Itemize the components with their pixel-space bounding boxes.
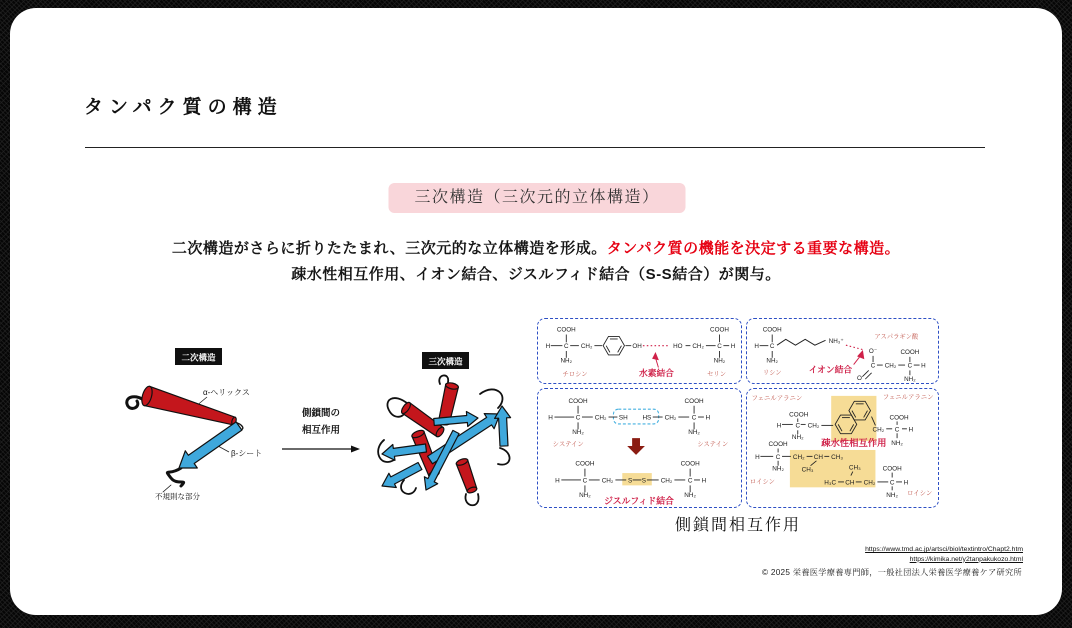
section-badge: 三次構造（三次元的立体構造） (388, 183, 685, 213)
svg-text:NH₂: NH₂ (886, 492, 899, 500)
svg-text:CH₂: CH₂ (872, 426, 885, 434)
source-links (865, 545, 1023, 564)
svg-text:CH₂: CH₂ (580, 343, 593, 351)
svg-text:H: H (545, 343, 551, 351)
svg-text:NH₂: NH₂ (766, 357, 778, 365)
svg-text:COOH: COOH (882, 465, 902, 473)
copyright-text: © 2025 栄養医学療養専門師，一般社団法人栄養医学療養ケア研究所 (761, 568, 1022, 577)
svg-text:NH₂: NH₂ (579, 492, 591, 500)
svg-text:CH₃: CH₃ (801, 466, 814, 474)
svg-text:システイン: システイン (697, 441, 729, 449)
svg-text:疎水性相互作用: 疎水性相互作用 (821, 438, 887, 449)
svg-text:S: S (641, 477, 647, 485)
svg-text:CH₂: CH₂ (664, 414, 677, 422)
svg-text:C: C (769, 343, 775, 351)
svg-text:C: C (691, 414, 697, 422)
disulfide-bond-panel (537, 388, 742, 508)
svg-text:H: H (903, 479, 909, 487)
right-arrow-icon (282, 444, 360, 454)
svg-text:C: C (870, 362, 876, 370)
svg-text:CH₂: CH₂ (601, 477, 614, 485)
svg-text:C: C (687, 477, 693, 485)
svg-text:S: S (628, 477, 633, 485)
svg-text:リシン: リシン (762, 369, 782, 377)
svg-text:CH₂: CH₂ (660, 477, 673, 485)
disulfide-bond-art (538, 389, 741, 507)
transition-arrow-block (281, 405, 361, 454)
svg-text:フェニルアラニン: フェニルアラニン (751, 394, 803, 402)
interaction-panels (537, 318, 939, 508)
tertiary-structure-diagram (368, 342, 523, 514)
svg-text:NH₂: NH₂ (791, 434, 804, 442)
svg-text:ロイシン: ロイシン (907, 490, 933, 498)
source-link-1[interactable]: https://www.tmd.ac.jp/artsci/biol/textintro/Chapt2.htm (865, 546, 1023, 553)
arrow-caption-line1: 側鎖間の (301, 408, 340, 419)
body-line1-black: 二次構造がさらに折りたたまれ、三次元的な立体構造を形成。 (171, 240, 607, 257)
svg-text:α-ヘリックス: α-ヘリックス (203, 388, 250, 397)
svg-text:COOH: COOH (789, 411, 809, 419)
ionic-bond-art (747, 319, 938, 383)
svg-text:C: C (575, 414, 581, 422)
svg-text:三次構造: 三次構造 (428, 356, 463, 367)
svg-text:CH₂: CH₂ (792, 453, 805, 461)
svg-text:C: C (907, 362, 913, 370)
svg-text:COOH: COOH (762, 326, 782, 334)
svg-text:不規則な部分: 不規則な部分 (155, 492, 200, 501)
arrow-caption-line2: 相互作用 (301, 425, 340, 436)
svg-text:H: H (701, 477, 707, 485)
svg-text:ジスルフィド結合: ジスルフィド結合 (604, 496, 674, 507)
svg-text:H: H (908, 426, 914, 434)
svg-text:COOH: COOH (889, 414, 909, 422)
svg-text:二次構造: 二次構造 (181, 352, 216, 363)
svg-text:H: H (548, 414, 553, 422)
svg-text:H: H (754, 343, 759, 351)
svg-text:COOH: COOH (575, 460, 595, 468)
svg-text:H: H (776, 422, 782, 430)
svg-text:セリン: セリン (707, 371, 727, 379)
svg-text:イオン結合: イオン結合 (808, 364, 853, 375)
svg-text:C: C (582, 477, 588, 485)
svg-text:C: C (564, 343, 569, 351)
panels-caption: 側鎖間相互作用 (674, 517, 801, 534)
svg-text:HS: HS (642, 414, 652, 422)
ionic-bond-panel (746, 318, 939, 384)
hydrophobic-interaction-art (747, 389, 938, 507)
svg-text:NH₂: NH₂ (904, 376, 916, 384)
source-link-2[interactable]: https://kimika.net/y2tanpakukozo.html (909, 555, 1023, 563)
svg-text:NH₂: NH₂ (891, 440, 903, 448)
svg-text:COOH: COOH (768, 441, 788, 449)
svg-text:H: H (755, 453, 760, 461)
svg-text:CH₂: CH₂ (594, 414, 607, 422)
body-line2: 疎水性相互作用、イオン結合、ジスルフィド結合（S-S結合）が関与。 (291, 266, 781, 283)
svg-text:CH₃: CH₃ (831, 453, 843, 461)
hydrogen-bond-art (538, 319, 741, 383)
page-title: タンパク質の構造 (84, 97, 283, 118)
svg-text:H₃C: H₃C (824, 479, 837, 487)
svg-text:H: H (730, 343, 736, 351)
svg-text:C: C (717, 343, 722, 351)
title-divider (85, 147, 985, 148)
svg-text:C: C (894, 426, 900, 434)
svg-text:C: C (795, 422, 801, 430)
svg-text:アスパラギン酸: アスパラギン酸 (874, 333, 919, 341)
svg-text:COOH: COOH (556, 326, 576, 334)
svg-text:COOH: COOH (900, 348, 920, 356)
svg-text:NH₂: NH₂ (688, 429, 700, 437)
svg-text:水素結合: 水素結合 (639, 368, 674, 379)
body-text (0, 236, 1072, 288)
svg-text:NH₂: NH₂ (772, 465, 784, 473)
svg-text:NH₂: NH₂ (560, 357, 573, 365)
svg-text:CH₂: CH₂ (692, 343, 704, 351)
svg-text:H: H (555, 477, 560, 485)
svg-text:H: H (705, 414, 711, 422)
svg-text:CH₂: CH₂ (884, 362, 897, 370)
svg-text:HO: HO (673, 343, 683, 351)
hydrogen-bond-panel (537, 318, 742, 384)
body-line1-red: タンパク質の機能を決定する重要な構造。 (606, 240, 901, 257)
svg-text:H: H (921, 362, 926, 370)
svg-text:SH: SH (618, 414, 628, 422)
svg-text:COOH: COOH (684, 397, 704, 405)
svg-text:O: O (857, 375, 862, 383)
svg-text:CH: CH (813, 453, 824, 461)
svg-text:NH₂: NH₂ (572, 429, 584, 437)
svg-text:COOH: COOH (680, 460, 700, 468)
svg-text:C: C (775, 453, 781, 461)
svg-text:CH: CH (845, 479, 855, 487)
svg-text:COOH: COOH (568, 397, 588, 405)
svg-text:フェニルアラニン: フェニルアラニン (882, 393, 934, 401)
hydrophobic-interaction-panel (746, 388, 939, 508)
svg-text:C: C (889, 479, 895, 487)
svg-text:β-シート: β-シート (231, 449, 263, 458)
svg-text:NH₂: NH₂ (713, 357, 726, 365)
svg-text:OH: OH (632, 343, 642, 351)
svg-text:CH₂: CH₂ (863, 479, 876, 487)
svg-text:COOH: COOH (710, 326, 729, 334)
svg-text:CH₂: CH₂ (807, 422, 820, 430)
svg-text:NH₂: NH₂ (684, 492, 696, 500)
svg-text:チロシン: チロシン (562, 371, 588, 379)
svg-text:O⁻: O⁻ (868, 347, 878, 355)
svg-text:システイン: システイン (552, 441, 584, 449)
svg-text:ロイシン: ロイシン (749, 478, 775, 486)
svg-text:CH₃: CH₃ (848, 464, 861, 472)
svg-text:NH₃⁺: NH₃⁺ (828, 338, 844, 346)
